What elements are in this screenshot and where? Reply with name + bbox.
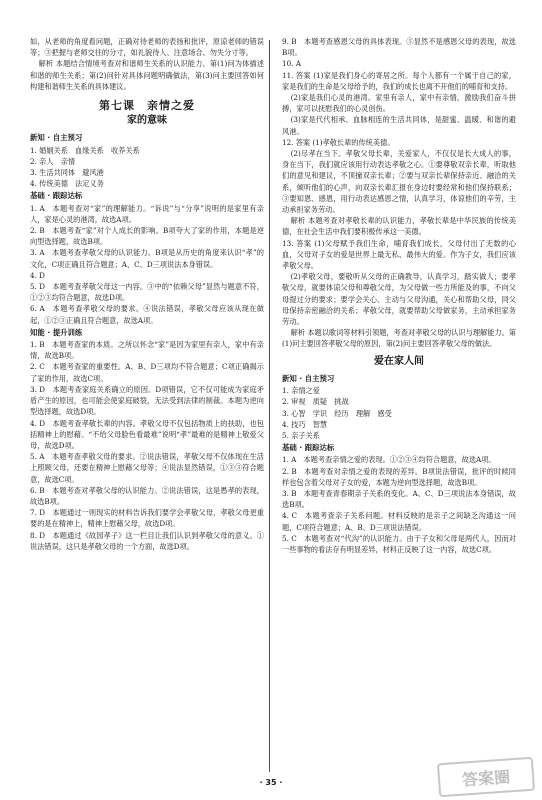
answer-item: (2)尽孝在当下。孝敬父母长辈，关爱家人，不仅仅是长大成人的事，身在当下，我们就应该用行动表达孝敬之心。①要尊敬双亲长辈，听取他们的意见和建议，不顶撞双亲长辈；②要与双亲长辈保持亲近、融洽的关系，倾听他们的心声，向双亲长辈汇报在身边时要经常和他们保持联系；③要知恩、感恩，用行动表达感恩之情，认真学习，体谅他们的辛劳，主动承担家务劳动。 — [282, 149, 516, 215]
heading-basic: 基础 · 跟踪达标 — [30, 191, 83, 201]
page-number: · 35 · — [259, 778, 283, 787]
basic-item: 3. A 本题考查孝敬父母的认识能力。B项是从历史的角度来认识“孝”的文化，C项正确且符合题意；A、C、D三项说法本身错误。 — [30, 248, 264, 269]
preview-item: 1. 婚姻关系 血缘关系 收养关系 — [30, 145, 140, 155]
heading-basic: 基础 · 跟踪达标 — [282, 443, 335, 453]
answer-item: 13. 答案 (1)父母赋予我们生命，哺育我们成长，父母付出了无数的心血，父母对子女的爱是世界上最无私、最伟大的爱。作为子女，我们应该孝敬父母。 — [282, 238, 516, 271]
improve-item: 2. C 本题考查家的重要性。A、B、D三项均不符合题意；C项正确揭示了家的作用，故选C项。 — [30, 362, 264, 383]
analysis-note: 解析 本题以歌词等材料引领题，考查对孝敬父母的认识与理解能力。第(1)问主要回答孝敬父母的原因，第(2)问主要回答孝敬父母的做法。 — [282, 328, 516, 349]
basic-item: 6. A 本题考查孝敬父母的要求。④说法错误，孝敬父母应该从现在做起，①②③正确且符合题意，故选A项。 — [30, 304, 264, 325]
improve-item: 8. D 本题通过《故园孝子》这一栏目让我们认识到孝敬父母的意义。①说法错误，这只是孝敬父母的一个方面，故选D项。 — [30, 530, 264, 551]
heading-preview: 新知 · 自主预习 — [30, 133, 83, 143]
basic-item: 5. C 本题考查对“代沟”的认识能力。由于子女和父母是两代人，因而对一些事物的看法存有明显差异，材料正反映了这一内容，故选C项。 — [282, 533, 516, 554]
answer-item: 9. B 本题考查感恩父母的具体表现。⑤显然不是感恩父母的表现，故选B项。 — [282, 37, 516, 58]
preview-item: 1. 亲情之爱 — [282, 386, 320, 396]
improve-item: 4. D 本题考查孝敬长辈的内容。孝敬父母不仅包括物质上的扶助，也包括精神上的慰藉。“不给父母脸色看最难”说明“孝”最难的是精神上敬爱父母，故选D项。 — [30, 418, 264, 450]
watermark-logo: 答案圈 — [437, 757, 535, 798]
answer-item: (2)孝敬父母，要敬听从父母的正确教导，认真学习，踏实做人；要孝敬父母，就要体谅父母和尊敬父母，为父母做一些力所能及的事，不向父母提过分的要求；要学会关心、主动与父母沟通，关心和帮助父母，同父母保持亲密融洽的关系；孝敬父母，就要帮助父母做家务，主动承担家务劳动。 — [282, 272, 516, 327]
left-top-note: 解析 本题结合情境考查对和谐师生关系的认识能力。第(1)问为体描述和谐的师生关系；第(2)问针对具体问题明确做法，第(3)问主要回答如何构建和谐师生关系的具体建议。 — [30, 59, 264, 91]
basic-item: 1. A 本题考查亲情之爱的表现。①②③④均符合题意，故选A项。 — [282, 455, 496, 465]
improve-item: 5. A 本题考查孝敬父母的要求。②说法错误，孝敬父母不仅体现在生活上照顾父母，还要在精神上慰藉父母等；④说法显然错误，①③③符合题意，故选C项。 — [30, 452, 264, 484]
basic-item: 5. D 本题考查孝敬父母这一内容。③中的“依赖父母”显然与题意不符，①②③均符合题意，故选D项。 — [30, 282, 264, 303]
right-column — [282, 36, 516, 555]
left-top-line: 如，从老师的角度看问题，正确对待老师的表扬和批评，原谅老师的错误等；③把握与老师交往的分寸，如礼貌待人、注意场合、勿失分寸等。 — [30, 37, 264, 58]
heading-preview: 新知 · 自主预习 — [282, 373, 335, 383]
basic-item: 2. B 本题考查对亲情之爱的表现的差异。B项说法错误，批评的时候同样也包含着父母对子女的爱，本题为逆向型选择题，故选B项。 — [282, 466, 516, 487]
basic-item: 3. B 本题考查青春期亲子关系的变化。A、C、D三项说法本身错误，故选B项。 — [282, 488, 516, 510]
answer-item: 12. 答案 (1)孝敬长辈的传统美德。 — [282, 137, 395, 147]
section-title-home: 家的意味 — [127, 115, 167, 127]
improve-item: 6. B 本题考查对孝敬父母的认识能力。②说法错误，这是愚孝的表现，故选B项。 — [30, 485, 264, 506]
chapter-title: 第七课 亲情之爱 — [99, 99, 195, 113]
section-title-love: 爱在家人间 — [374, 355, 424, 367]
improve-item: 7. D 本题通过一则现实的材料告诉我们要学会孝敬父母，孝敬父母更重要的是在精神上，精神上慰藉父母，故选D项。 — [30, 508, 264, 529]
answer-item: (2)家是我们心灵的港湾。家里有亲人，家中有亲情，激励我们奋斗拼搏，家可以抚慰我们的心灵创伤。 — [282, 93, 516, 114]
heading-improve: 知能 · 提升训练 — [30, 327, 83, 337]
basic-item: 2. B 本题考查“家”对个人成长的影响。B项夸大了家的作用，本题是逆向型选择题，故选B项。 — [30, 226, 264, 247]
answer-item: (3)家是代代相承、血脉相连的生活共同体，是甜蜜、温暖、和谐的避风港。 — [282, 115, 516, 136]
basic-item: 4. D — [30, 270, 45, 280]
preview-item: 3. 生活共同体 避风港 — [30, 168, 104, 178]
answer-item: 10. A — [282, 59, 301, 69]
basic-item: 1. A 本题考查对“家”的理解能力。“诉说”与“分享”说明的是家里有亲人，家是心灵的港湾，故选A项。 — [30, 203, 264, 224]
preview-item: 5. 亲子关系 — [282, 430, 320, 440]
preview-item: 2. 亲人 亲情 — [30, 156, 76, 166]
preview-item: 3. 心智 学识 经历 理解 感受 — [282, 408, 392, 418]
improve-item: 3. D 本题考查家庭关系确立的原因。D项错误，它不仅可能成为家庭矛盾产生的原因，也可能会使家庭破裂，无法受到法律的制裁。本题为逆向型选择题，故选D项。 — [30, 384, 264, 417]
basic-item: 4. C 本题考查亲子关系问题。材料反映的是亲子之间缺乏沟通这一问题，C项符合题意；A、B、D三项说法错误。 — [282, 511, 516, 532]
preview-item: 4. 技巧 智慧 — [282, 419, 328, 429]
left-column — [30, 36, 264, 552]
analysis-note: 解析 本题考查对孝敬长辈的认识能力，孝敬长辈是中华民族的传统美德，在社会生活中我们要积极传承这一美德。 — [282, 216, 516, 237]
column-divider — [269, 40, 270, 772]
preview-item: 2. 审视 质疑 挑战 — [282, 397, 349, 407]
improve-item: 1. B 本题考查家的本质。之所以怀念“家”是因为家里有亲人，家中有亲情，故选B项。 — [30, 340, 264, 361]
answer-item: 11. 答案 (1)家是我们身心的寄居之所。每个人都有一个属于自己的家，家是我们的生命是父母给予的，我们的成长也离不开他们的哺育和支持。 — [282, 70, 516, 91]
preview-item: 4. 传统美德 法定义务 — [30, 179, 104, 189]
